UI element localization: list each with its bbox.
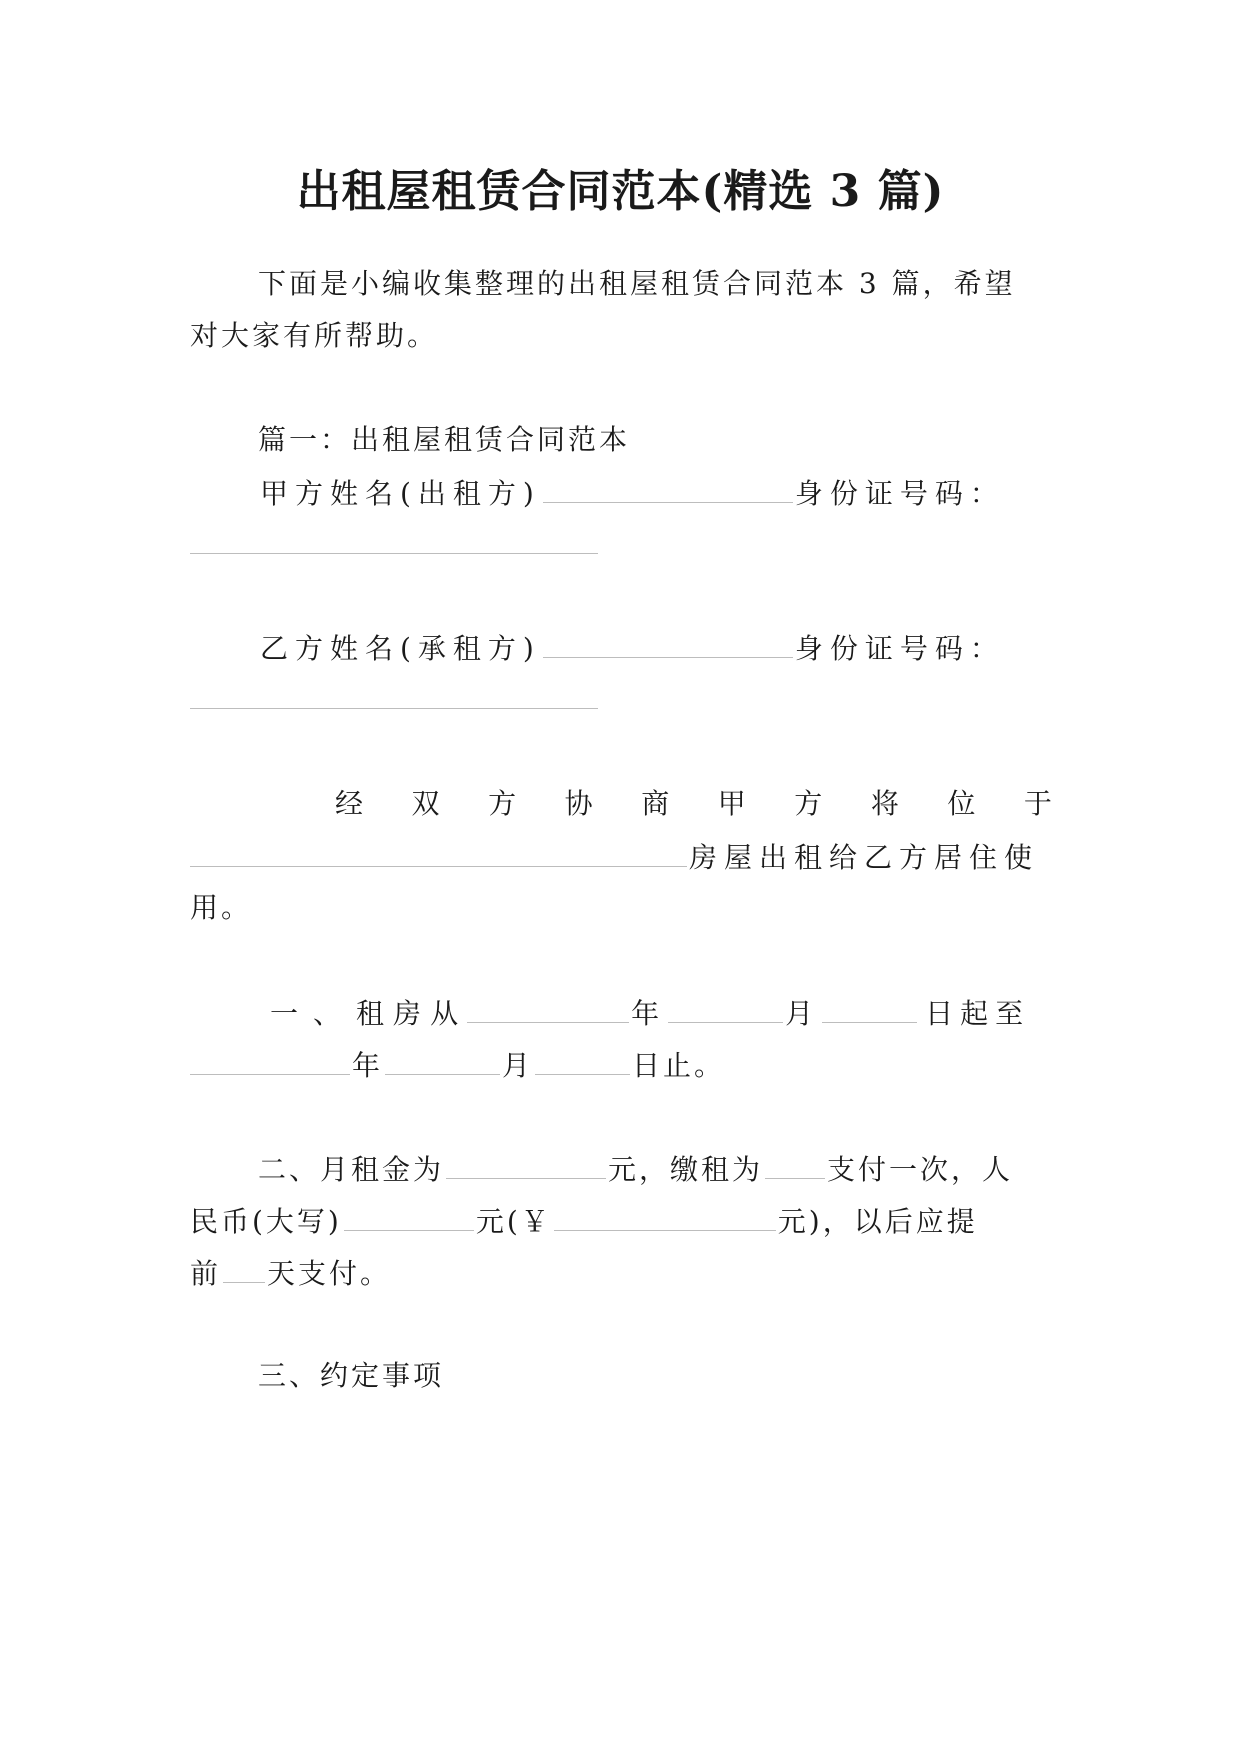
term-char: 从 bbox=[430, 997, 466, 1030]
rmb-uppercase-blank bbox=[344, 1200, 474, 1231]
rmb-figure-label: 元(￥ bbox=[475, 1205, 552, 1238]
start-year-blank bbox=[467, 992, 629, 1023]
party-a-label: 甲方姓名(出租方) bbox=[260, 477, 541, 510]
party-a-name-blank bbox=[543, 472, 793, 503]
agreement-char: 协 bbox=[564, 787, 593, 820]
rmb-figure-blank bbox=[554, 1200, 776, 1231]
party-b-line bbox=[190, 627, 1052, 667]
term-line-2 bbox=[190, 1044, 1052, 1084]
start-year-label: 年 bbox=[631, 997, 667, 1030]
term-char: 、 bbox=[313, 997, 349, 1030]
payment-once-label: 支付一次，人 bbox=[827, 1153, 1014, 1186]
end-day-blank bbox=[535, 1044, 630, 1075]
party-a-id-blank bbox=[190, 552, 598, 554]
rent-line-1 bbox=[190, 1148, 1052, 1188]
agreement-line-3: 用。 bbox=[190, 891, 253, 924]
party-a-line bbox=[190, 472, 1052, 512]
intro-paragraph-line-2: 对大家有所帮助。 bbox=[190, 319, 439, 352]
agreement-char: 于 bbox=[1023, 787, 1052, 820]
payment-cycle-label: 元，缴租为 bbox=[608, 1153, 764, 1186]
start-month-label: 月 bbox=[785, 997, 821, 1030]
section-3-heading: 三、约定事项 bbox=[258, 1359, 445, 1392]
agreement-char: 商 bbox=[641, 787, 670, 820]
agreement-char: 双 bbox=[411, 787, 440, 820]
term-char: 租 bbox=[356, 997, 392, 1030]
advance-days-suffix: 天支付。 bbox=[267, 1257, 392, 1290]
term-line-1 bbox=[190, 992, 1052, 1032]
monthly-rent-blank bbox=[446, 1148, 606, 1179]
rmb-uppercase-label: 民币(大写) bbox=[190, 1205, 342, 1238]
end-year-label: 年 bbox=[352, 1049, 384, 1082]
term-char: 一 bbox=[270, 997, 306, 1030]
property-address-blank bbox=[190, 836, 687, 867]
agreement-line-2-text: 房屋出租给乙方居住使 bbox=[689, 841, 1040, 874]
party-b-label: 乙方姓名(承租方) bbox=[260, 632, 541, 665]
agreement-char: 经 bbox=[335, 787, 364, 820]
end-day-label: 日止。 bbox=[632, 1049, 726, 1082]
monthly-rent-label: 二、月租金为 bbox=[258, 1153, 445, 1186]
rent-line-3 bbox=[190, 1252, 1052, 1292]
advance-days-blank bbox=[223, 1252, 265, 1283]
agreement-char: 方 bbox=[488, 787, 517, 820]
party-b-name-blank bbox=[543, 627, 793, 658]
agreement-line-2 bbox=[190, 836, 1052, 876]
intro-paragraph-line-1: 下面是小编收集整理的出租屋租赁合同范本 3 篇，希望 bbox=[258, 267, 1016, 300]
section-1-heading: 篇一：出租屋租赁合同范本 bbox=[258, 423, 631, 456]
party-b-id-blank bbox=[190, 707, 598, 709]
end-year-blank bbox=[190, 1044, 350, 1075]
agreement-char: 甲 bbox=[717, 787, 746, 820]
end-month-blank bbox=[385, 1044, 500, 1075]
rent-line-2 bbox=[190, 1200, 1052, 1240]
term-char: 房 bbox=[393, 997, 429, 1030]
party-a-id-label: 身份证号码： bbox=[794, 477, 1005, 510]
start-day-label: 日起至 bbox=[925, 997, 1031, 1030]
document-title: 出租屋租赁合同范本(精选 3 篇) bbox=[296, 166, 945, 217]
start-day-blank bbox=[822, 992, 917, 1023]
agreement-line-1 bbox=[190, 784, 1052, 824]
end-month-label: 月 bbox=[502, 1049, 534, 1082]
agreement-char: 将 bbox=[870, 787, 899, 820]
start-month-blank bbox=[668, 992, 783, 1023]
agreement-char: 方 bbox=[794, 787, 823, 820]
party-b-id-label: 身份证号码： bbox=[794, 632, 1005, 665]
advance-payment-label: 元)，以后应提 bbox=[777, 1205, 978, 1238]
advance-days-prefix: 前 bbox=[190, 1257, 222, 1290]
payment-cycle-blank bbox=[765, 1148, 825, 1179]
agreement-char: 位 bbox=[947, 787, 976, 820]
